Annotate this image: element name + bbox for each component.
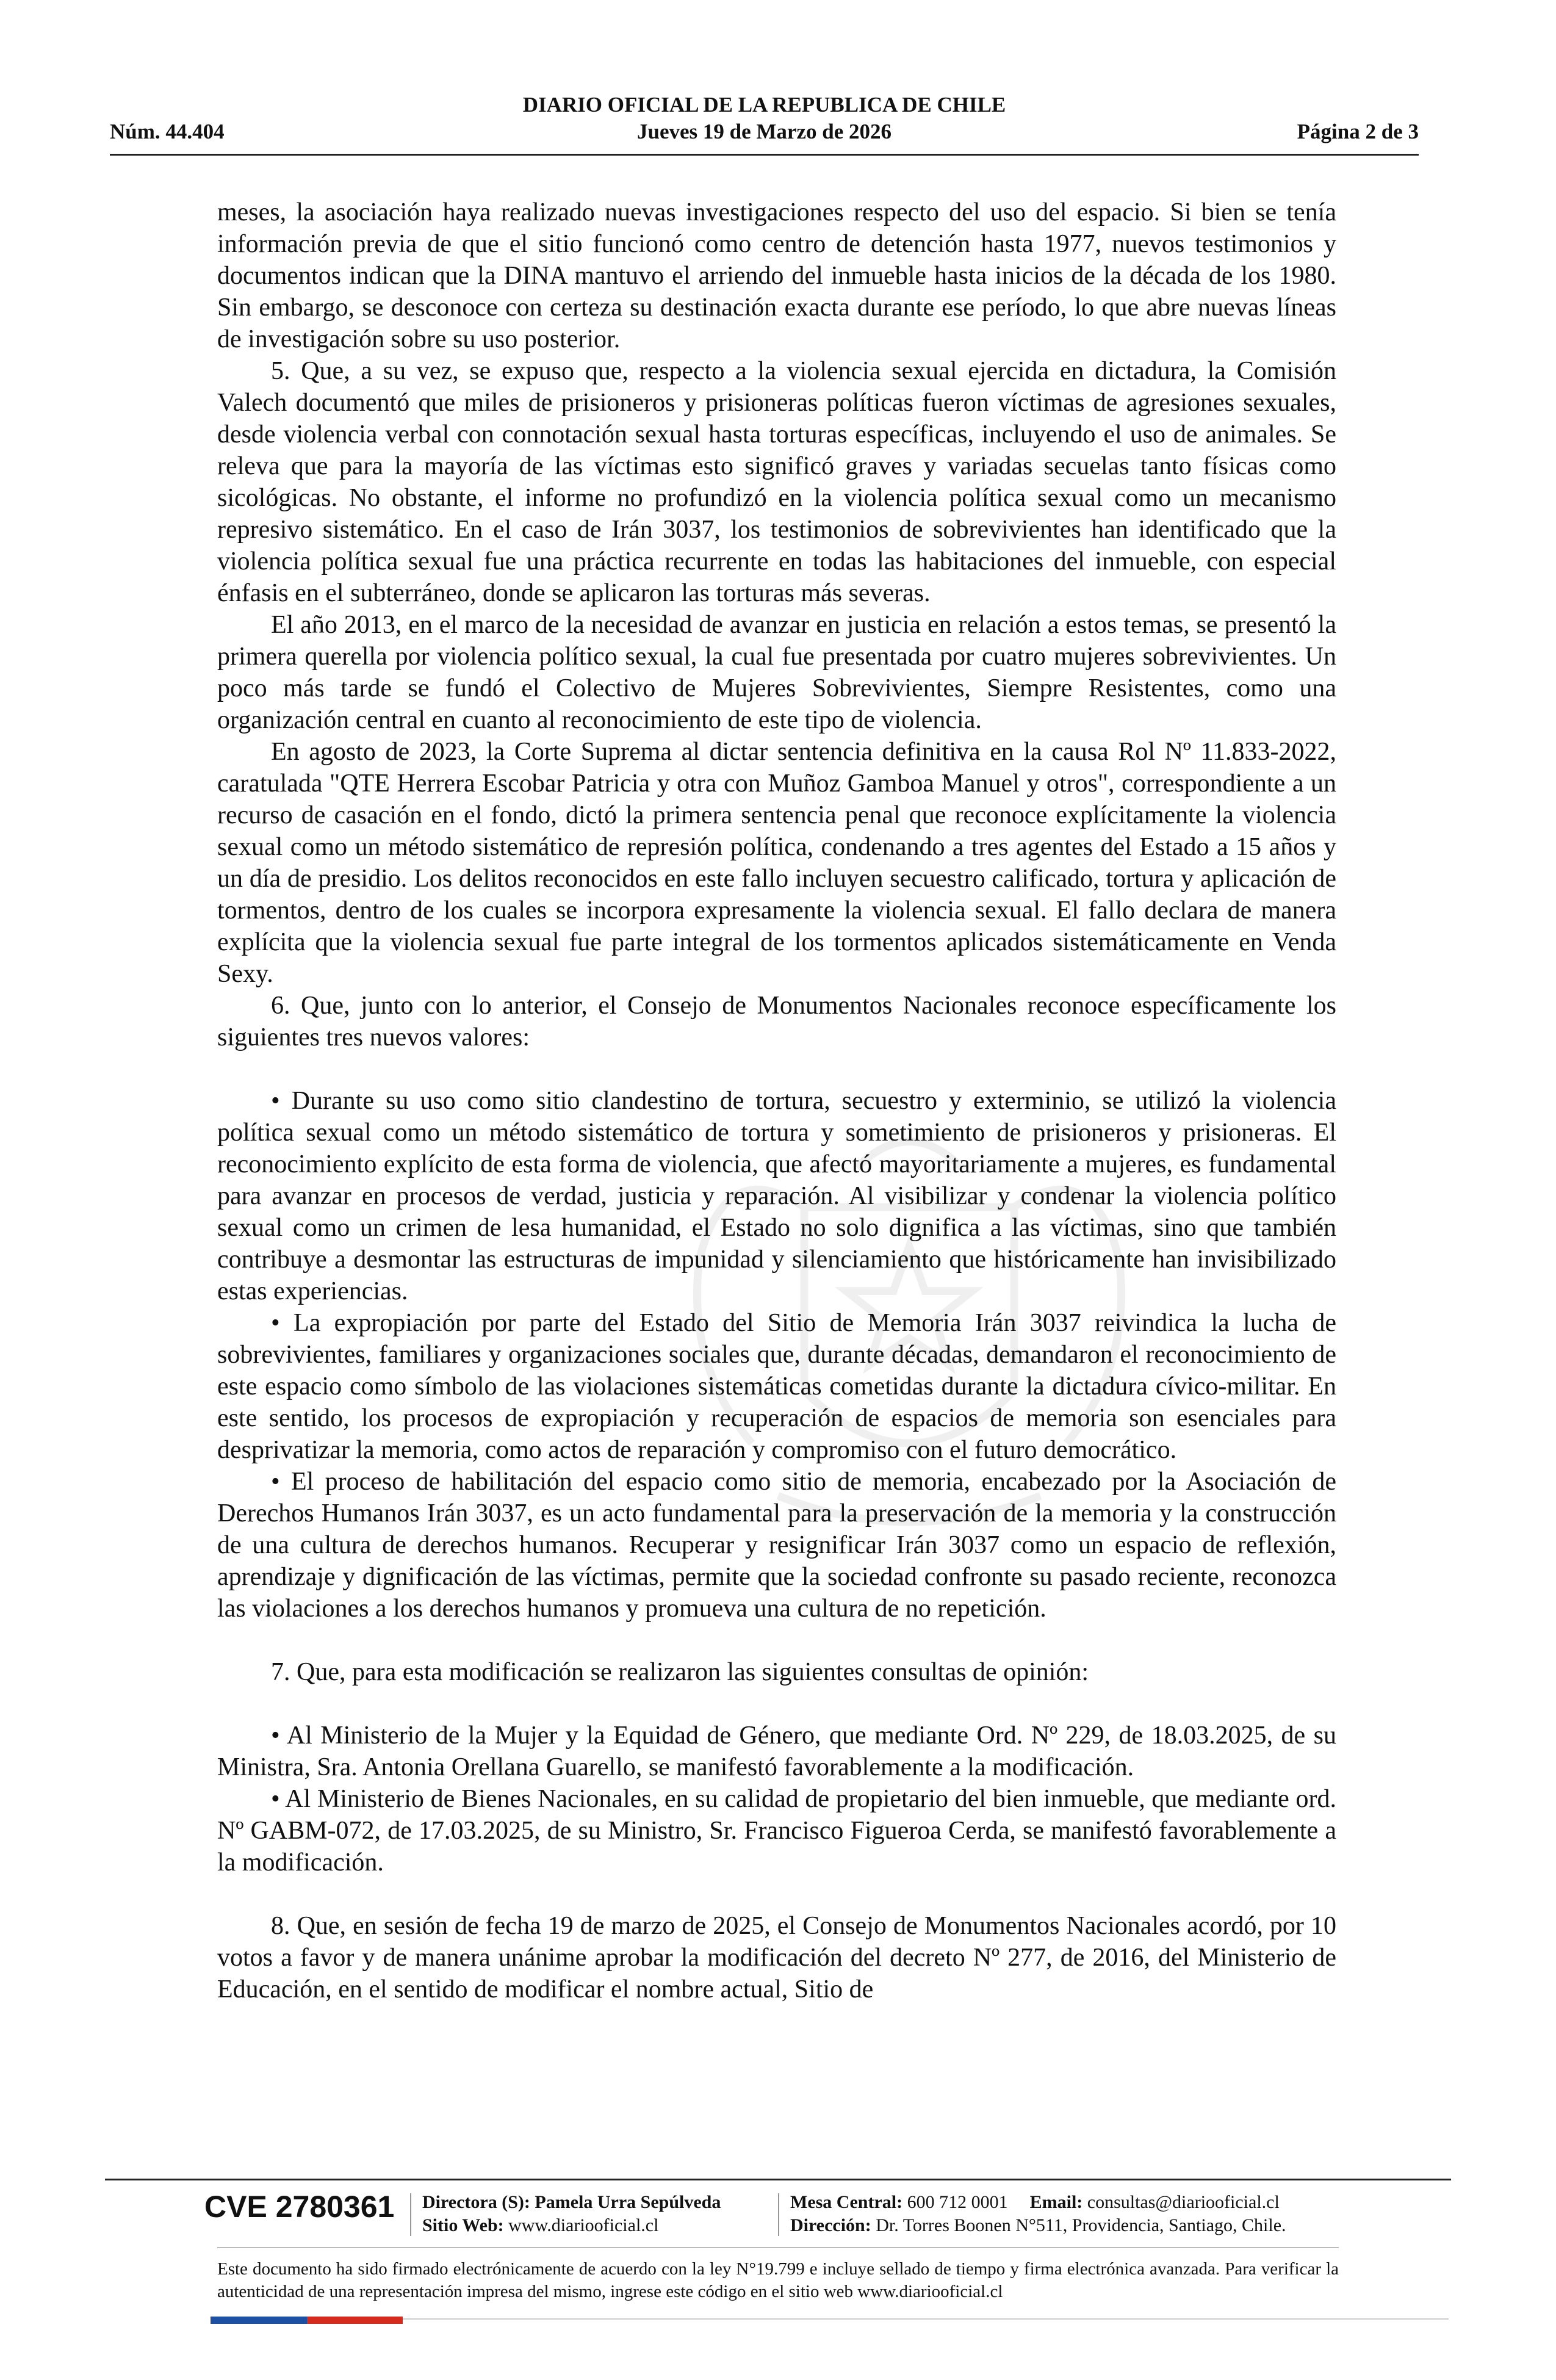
bullet-paragraph: • Al Ministerio de la Mujer y la Equidad de Género, que mediante Ord. Nº 229, de 18.03.2025, de su Ministra, Sra. Antonia Orellana Guarello, se manifestó favorablemente a la modificación.: [217, 1722, 1336, 1781]
flag-color-bar: [211, 2317, 403, 2324]
paragraph: 6. Que, junto con lo anterior, el Consejo de Monumentos Nacionales reconoce específicamente los siguientes tres nuevos valores:: [217, 992, 1336, 1051]
paragraph: 5. Que, a su vez, se expuso que, respecto a la violencia sexual ejercida en dictadura, la Comisión Valech documentó que miles de prisioneros y prisioneras políticas fueron víctimas de agresiones sexuales, desde violencia verbal con connotación sexual hasta torturas específicas, incluyendo el uso de animales. Se releva que para la mayoría de las víctimas esto significó graves y variadas secuelas tanto físicas como sicológicas. No obstante, el informe no profundizó en la violencia política sexual como un mecanismo represivo sistemático. En el caso de Irán 3037, los testimonios de sobrevivientes han identificado que la violencia política sexual fue una práctica recurrente en todas las habitaciones del inmueble, con especial énfasis en el subterráneo, donde se aplicaron las torturas más severas.: [217, 357, 1336, 607]
footer-director-info: [422, 2191, 721, 2237]
email-link[interactable]: consultas@diariooficial.cl: [1087, 2192, 1280, 2212]
bullet-paragraph: • Al Ministerio de Bienes Nacionales, en su calidad de propietario del bien inmueble, que mediante ord. Nº GABM-072, de 17.03.2025, de su Ministro, Sr. Francisco Figueroa Cerda, se manifestó favorablemente a la modificación.: [217, 1785, 1336, 1877]
footer-separator: [410, 2193, 411, 2236]
director-label: Directora (S):: [422, 2192, 530, 2212]
director-name: Pamela Urra Sepúlveda: [535, 2192, 721, 2212]
email-label: Email:: [1029, 2192, 1083, 2212]
cve-code: CVE 2780361: [204, 2190, 395, 2224]
phone-number: 600 712 0001: [907, 2192, 1008, 2212]
paragraph: meses, la asociación haya realizado nuevas investigaciones respecto del uso del espacio. Si bien se tenía información previa de que el sitio funcionó como centro de detención hasta 1977, nuevos testimonios y documentos indican que la DINA mantuvo el arriendo del inmueble hasta inicios de la década de los 1980. Sin embargo, se desconoce con certeza su destinación exacta durante ese período, lo que abre nuevas líneas de investigación sobre su uso posterior.: [217, 198, 1336, 353]
paragraph-gap: [217, 1625, 1336, 1656]
bullet-paragraph: • El proceso de habilitación del espacio como sitio de memoria, encabezado por la Asociación de Derechos Humanos Irán 3037, es un acto fundamental para la preservación de la memoria y la construcción de una cultura de derechos humanos. Recuperar y resignificar Irán 3037 como un espacio de reflexión, aprendizaje y dignificación de las víctimas, permite que la sociedad confronte su pasado reciente, reconozca las violaciones a los derechos humanos y promueva una cultura de no repetición.: [217, 1468, 1336, 1623]
paragraph: En agosto de 2023, la Corte Suprema al dictar sentencia definitiva en la causa Rol Nº 11.833-2022, caratulada "QTE Herrera Escobar Patricia y otra con Muñoz Gamboa Manuel y otros", correspondiente a un recurso de casación en el fondo, dictó la primera sentencia penal que reconoce explícitamente la violencia sexual como un método sistemático de represión política, condenando a tres agentes del Estado a 15 años y un día de presidio. Los delitos reconocidos en este fallo incluyen secuestro calificado, tortura y aplicación de tormentos, dentro de los cuales se incorpora expresamente la violencia sexual. El fallo declara de manera explícita que la violencia sexual fue parte integral de los tormentos aplicados sistemáticamente en Venda Sexy.: [217, 738, 1336, 988]
address-value: Dr. Torres Boonen N°511, Providencia, Santiago, Chile.: [876, 2215, 1286, 2235]
issue-date: Jueves 19 de Marzo de 2026: [636, 120, 891, 143]
page-header: [110, 93, 1419, 154]
website-label: Sitio Web:: [422, 2215, 504, 2235]
footer-separator: [778, 2193, 779, 2236]
flag-blue-segment: [211, 2317, 307, 2324]
header-divider: [110, 154, 1419, 156]
website-link[interactable]: www.diariooficial.cl: [508, 2215, 659, 2235]
footer-contact-info: [790, 2191, 1286, 2237]
paragraph-gap: [217, 1053, 1336, 1085]
paragraph-gap: [217, 1878, 1336, 1910]
footer-divider: [105, 2179, 1451, 2180]
bullet-paragraph: • Durante su uso como sitio clandestino de tortura, secuestro y exterminio, se utilizó la violencia política sexual como un método sistemático de tortura y sometimiento de prisioneros y prisioneras. El reconocimiento explícito de esta forma de violencia, que afectó mayoritariamente a mujeres, es fundamental para avanzar en procesos de verdad, justicia y reparación. Al visibilizar y condenar la violencia político sexual como un crimen de lesa humanidad, el Estado no solo dignifica a las víctimas, sino que también contribuye a desmontar las estructuras de impunidad y silenciamiento que históricamente han invisibilizado estas experiencias.: [217, 1087, 1336, 1305]
bottom-rule: [403, 2318, 1449, 2320]
issue-number: Núm. 44.404: [110, 120, 225, 143]
footer-thin-divider: [217, 2247, 1339, 2248]
signature-disclaimer: Este documento ha sido firmado electrónicamente de acuerdo con la ley N°19.799 e incluye sellado de tiempo y firma electrónica avanzada. Para verificar la autenticidad de una representación impresa del mismo, ingrese este código en el sitio web www.diariooficial.cl: [217, 2259, 1339, 2301]
paragraph: 8. Que, en sesión de fecha 19 de marzo de 2025, el Consejo de Monumentos Nacionales acordó, por 10 votos a favor y de manera unánime aprobar la modificación del decreto Nº 277, de 2016, del Ministerio de Educación, en el sentido de modificar el nombre actual, Sitio de: [217, 1912, 1336, 2003]
page-indicator: Página 2 de 3: [1297, 120, 1419, 143]
bullet-paragraph: • La expropiación por parte del Estado del Sitio de Memoria Irán 3037 reivindica la lucha de sobrevivientes, familiares y organizaciones sociales que, durante décadas, demandaron el reconocimiento de este espacio como símbolo de las violaciones sistemáticas cometidas durante la dictadura cívico-militar. En este sentido, los procesos de expropiación y recuperación de espacios de memoria son esenciales para desprivatizar la memoria, como actos de reparación y compromiso con el futuro democrático.: [217, 1309, 1336, 1464]
flag-red-segment: [307, 2317, 403, 2324]
paragraph: 7. Que, para esta modificación se realizaron las siguientes consultas de opinión:: [271, 1658, 1089, 1686]
phone-label: Mesa Central:: [790, 2192, 903, 2212]
address-label: Dirección:: [790, 2215, 871, 2235]
gazette-title: DIARIO OFICIAL DE LA REPUBLICA DE CHILE: [522, 93, 1006, 117]
paragraph: El año 2013, en el marco de la necesidad de avanzar en justicia en relación a estos temas, se presentó la primera querella por violencia político sexual, la cual fue presentada por cuatro mujeres sobrevivientes. Un poco más tarde se fundó el Colectivo de Mujeres Sobrevivientes, Siempre Resistentes, como una organización central en cuanto al reconocimiento de este tipo de violencia.: [217, 611, 1336, 734]
paragraph-gap: [217, 1688, 1336, 1720]
document-body: [217, 197, 1336, 2005]
